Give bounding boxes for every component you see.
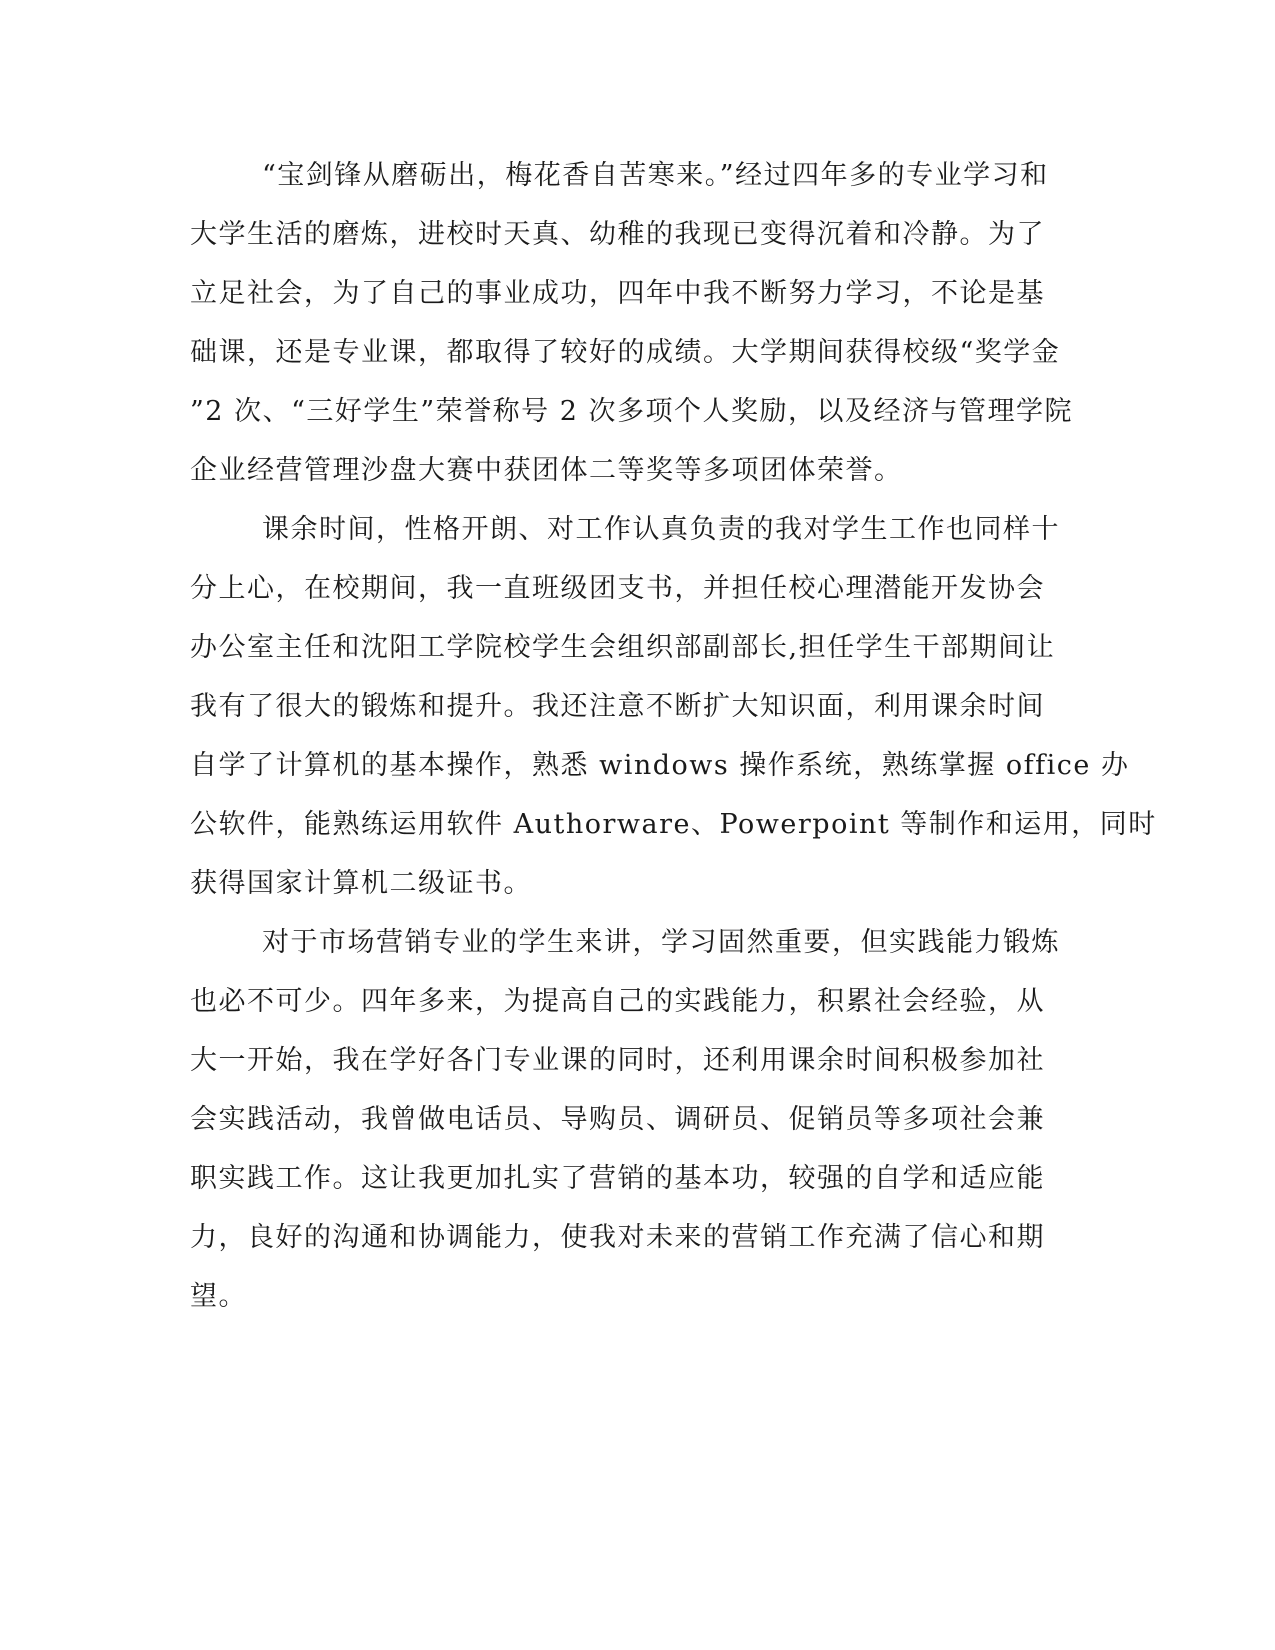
paragraph-2-line-3: 办公室主任和沈阳工学院校学生会组织部副部长,担任学生干部期间让 bbox=[190, 632, 1056, 663]
paragraph-1-line-1: “宝剑锋从磨砺出，梅花香自苦寒来。”经过四年多的专业学习和 bbox=[262, 160, 1049, 191]
paragraph-1-line-3: 立足社会，为了自己的事业成功，四年中我不断努力学习，不论是基 bbox=[190, 278, 1045, 309]
paragraph-2-line-6: 公软件，能熟练运用软件 Authorware、Powerpoint 等制作和运用，同时 bbox=[190, 809, 1157, 840]
paragraph-3-line-2: 也必不可少。四年多来，为提高自己的实践能力，积累社会经验，从 bbox=[190, 986, 1045, 1017]
paragraph-2-line-4: 我有了很大的锻炼和提升。我还注意不断扩大知识面，利用课余时间 bbox=[190, 691, 1045, 722]
paragraph-2-line-5: 自学了计算机的基本操作，熟悉 windows 操作系统，熟练掌握 office 办 bbox=[190, 750, 1130, 781]
paragraph-3-line-6: 力，良好的沟通和协调能力，使我对未来的营销工作充满了信心和期 bbox=[190, 1222, 1045, 1253]
paragraph-1-line-6: 企业经营管理沙盘大赛中获团体二等奖等多项团体荣誉。 bbox=[190, 455, 903, 486]
paragraph-2-line-2: 分上心，在校期间，我一直班级团支书，并担任校心理潜能开发协会 bbox=[190, 573, 1045, 604]
paragraph-2-line-7: 获得国家计算机二级证书。 bbox=[190, 868, 532, 899]
paragraph-3-line-5: 职实践工作。这让我更加扎实了营销的基本功，较强的自学和适应能 bbox=[190, 1163, 1045, 1194]
paragraph-1-line-5: ”2 次、“三好学生”荣誉称号 2 次多项个人奖励，以及经济与管理学院 bbox=[190, 396, 1074, 427]
paragraph-3-line-7: 望。 bbox=[190, 1281, 247, 1312]
paragraph-1-line-2: 大学生活的磨炼，进校时天真、幼稚的我现已变得沉着和冷静。为了 bbox=[190, 219, 1045, 250]
paragraph-3-line-1: 对于市场营销专业的学生来讲，学习固然重要，但实践能力锻炼 bbox=[262, 927, 1060, 958]
paragraph-2-line-1: 课余时间，性格开朗、对工作认真负责的我对学生工作也同样十 bbox=[262, 514, 1060, 545]
paragraph-3-line-4: 会实践活动，我曾做电话员、导购员、调研员、促销员等多项社会兼 bbox=[190, 1104, 1045, 1135]
paragraph-3-line-3: 大一开始，我在学好各门专业课的同时，还利用课余时间积极参加社 bbox=[190, 1045, 1045, 1076]
paragraph-1-line-4: 础课，还是专业课，都取得了较好的成绩。大学期间获得校级“奖学金 bbox=[190, 337, 1061, 368]
